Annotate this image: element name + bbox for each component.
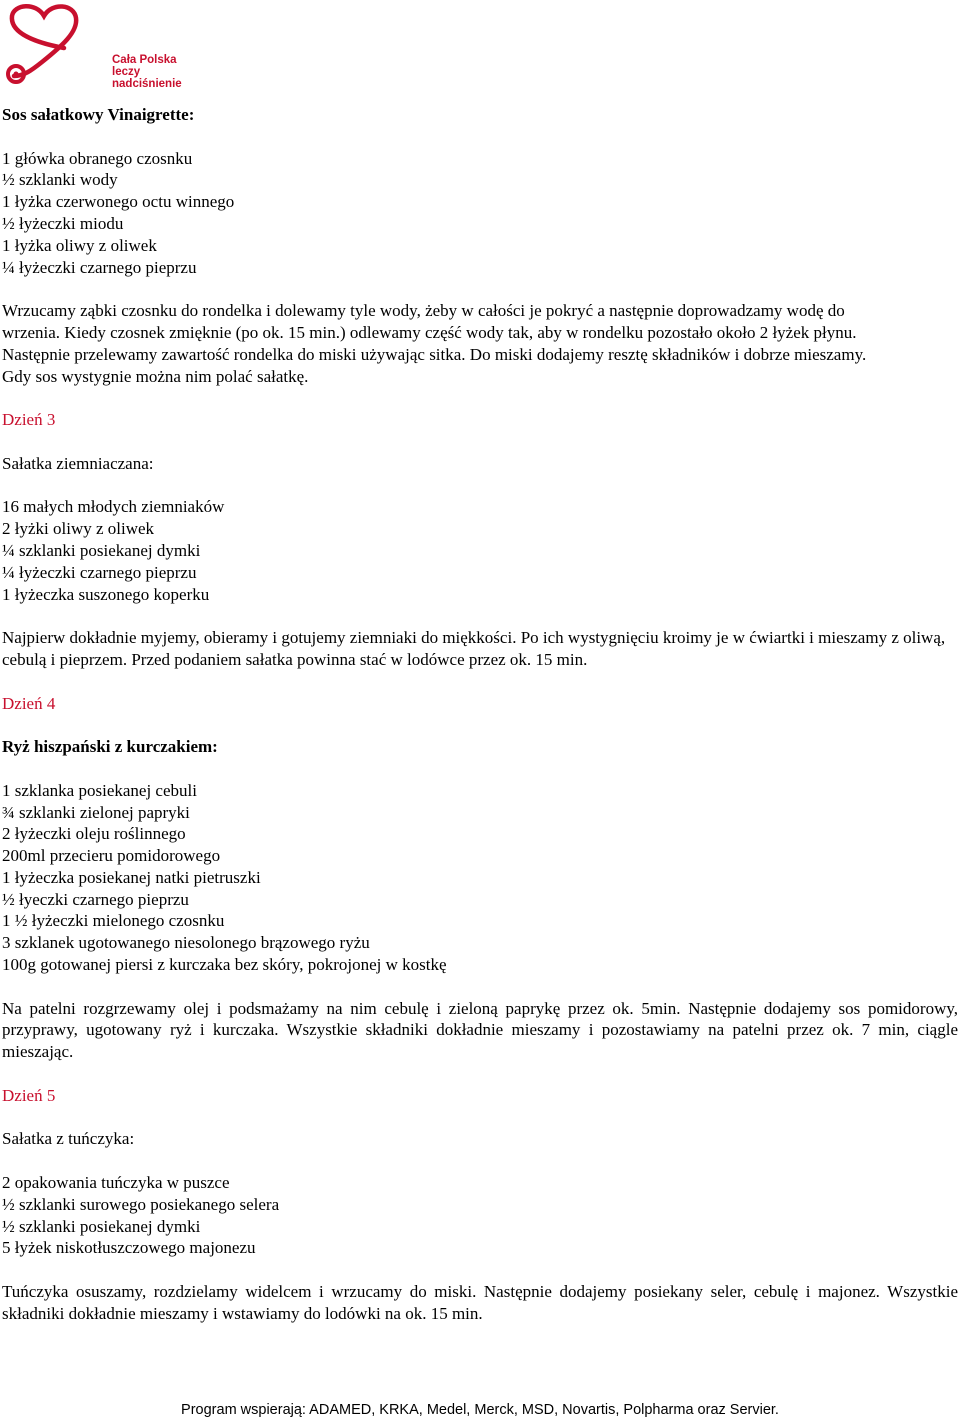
ingredient: 1 łyżka czerwonego octu winnego: [2, 192, 235, 212]
ingredient: 1 łyżeczka suszonego koperku: [2, 584, 210, 604]
ingredient: 5 łyżek niskotłuszczowego majonezu: [2, 1238, 256, 1258]
instruction-line: Następnie przelewamy zawartość rondelka do miski używając sitka. Do miski dodajemy resztę składników i dobrze mieszamy.: [2, 344, 867, 364]
logo: [2, 2, 182, 88]
day-5-title: Sałatka z tuńczyka:: [2, 1129, 135, 1149]
ingredient: ½ szklanki posiekanej dymki: [2, 1216, 201, 1236]
ingredient: ½ szklanki surowego posiekanego selera: [2, 1194, 280, 1214]
ingredient: ¼ łyżeczki czarnego pieprzu: [2, 257, 197, 277]
day-5-heading: Dzień 5: [2, 1085, 56, 1105]
day-3-title: Sałatka ziemniaczana:: [2, 453, 154, 473]
day-3-instructions: Najpierw dokładnie myjemy, obieramy i gotujemy ziemniaki do miękkości. Po ich wystygnięciu kroimy je w ćwiartki i mieszamy z oliwą, cebulą i pieprzem. Przed podaniem sałatka powinna stać w lodówce przez ok. 15 min.: [2, 628, 946, 669]
ingredient: ½ łyeczki czarnego pieprzu: [2, 889, 189, 909]
logo-line-1: Cała Polska: [112, 54, 177, 66]
ingredient: 2 łyżki oliwy z oliwek: [2, 519, 155, 539]
ingredient: 2 łyżeczki oleju roślinnego: [2, 824, 186, 844]
heart-stethoscope-icon: [2, 2, 112, 88]
day-4-heading: Dzień 4: [2, 693, 56, 713]
ingredient: 1 szklanka posiekanej cebuli: [2, 780, 197, 800]
ingredient: 1 łyżeczka posiekanej natki pietruszki: [2, 867, 261, 887]
ingredient: 2 opakowania tuńczyka w puszce: [2, 1173, 230, 1193]
ingredient: ¾ szklanki zielonej papryki: [2, 802, 190, 822]
document-body: [2, 104, 958, 1325]
ingredient: 1 ½ łyżeczki mielonego czosnku: [2, 911, 225, 931]
ingredient: 3 szklanek ugotowanego niesolonego brązowego ryżu: [2, 933, 370, 953]
sos-title: Sos sałatkowy Vinaigrette:: [2, 105, 195, 124]
day-4-title: Ryż hiszpański z kurczakiem:: [2, 737, 218, 757]
day-5-instructions: Tuńczyka osuszamy, rozdzielamy widelcem i wrzucamy do miski. Następnie dodajemy posiekany seler, cebulę i majonez. Wszystkie składniki dokładnie mieszamy i wstawiamy do lodówki na ok. 15 min.: [2, 1282, 958, 1323]
ingredient: 16 małych młodych ziemniaków: [2, 497, 225, 517]
ingredient: ½ łyżeczki miodu: [2, 213, 124, 233]
ingredient: 100g gotowanej piersi z kurczaka bez skóry, pokrojonej w kostkę: [2, 955, 447, 975]
day-3-heading: Dzień 3: [2, 410, 56, 430]
instruction-line: Wrzucamy ząbki czosnku do rondelka i dolewamy tyle wody, żeby w całości je pokryć a następnie doprowadzamy wodę do: [2, 301, 845, 321]
ingredient: ¼ łyżeczki czarnego pieprzu: [2, 562, 197, 582]
ingredient: ½ szklanki wody: [2, 170, 118, 190]
ingredient: 200ml przecieru pomidorowego: [2, 846, 221, 866]
day-4-instructions: Na patelni rozgrzewamy olej i podsmażamy na nim cebulę i zieloną paprykę przez ok. 5min. Następnie dodajemy sos pomidorowy, przyprawy, ugotowany ryż i kurczaka. Wszystkie składniki dokładnie mieszamy i pozostawiamy na patelni przez ok. 7 min, ciągle mieszając.: [2, 998, 958, 1062]
ingredient: ¼ szklanki posiekanej dymki: [2, 540, 201, 560]
instruction-line: Gdy sos wystygnie można nim polać sałatkę.: [2, 366, 309, 386]
ingredient: 1 łyżka oliwy z oliwek: [2, 235, 157, 255]
ingredient: 1 główka obranego czosnku: [2, 148, 193, 168]
instruction-line: wrzenia. Kiedy czosnek zmięknie (po ok. 15 min.) odlewamy część wody tak, aby w rondelku pozostało około 2 łyżek płynu.: [2, 322, 857, 342]
logo-line-2: leczy nadciśnienie: [112, 66, 182, 90]
sponsors-footer: Program wspierają: ADAMED, KRKA, Medel, Merck, MSD, Novartis, Polpharma oraz Servier.: [181, 1402, 779, 1418]
